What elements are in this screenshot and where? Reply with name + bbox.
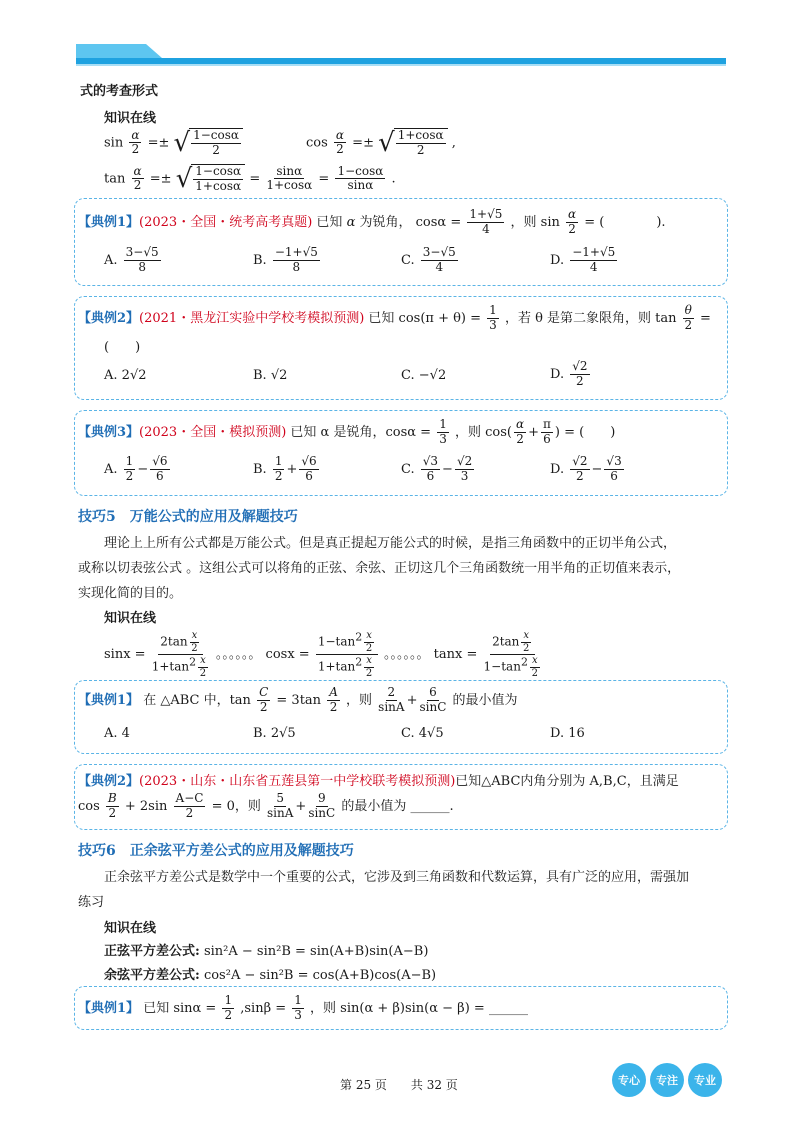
example-1-option-b[interactable]: B. $\frac{-1+√5}{8}$ — [253, 245, 318, 274]
tip5-title: 技巧5 万能公式的应用及解题技巧 — [78, 509, 298, 525]
tip6-para-1: 正余弦平方差公式是数学中一个重要的公式，它涉及到三角函数和代数运算，具有广泛的应用，需强加 — [104, 870, 690, 885]
example-1-option-a[interactable]: A. $\frac{3-√5}{8}$ — [104, 245, 159, 274]
universal-formulas: sinx = 2tan $\frac{x}{2}$ $1+\tan^2$ $\frac{x}{2}$ 。。。。。。 cosx = $1-\tan^2$ $\frac{x}{2}$ $1+\tan^2$ $\frac{x}{2}$ 。。。。。。 tanx = 2tan $\frac{x}{2}$ $1-\tan^2$ $\frac{x}{2}$ — [104, 630, 538, 679]
example-2-option-d[interactable]: D. $\frac{√2}{2}$ — [550, 359, 588, 388]
formula-tan-half: tan $\frac{\alpha}{2}$ =± √ $\frac{1-\cos\alpha}{1+\cos\alpha}$ = $\frac{\sin\alpha}{1+\cos\alpha}$ = $\frac{1-\cos\alpha}{\sin\alpha}$ . — [104, 163, 396, 194]
cosine-square-diff: 余弦平方差公式: cos²A − sin²B = cos(A+B)cos(A−B) — [104, 968, 437, 983]
example-5-blank[interactable]: ______. — [410, 798, 454, 814]
example-3-stem: 【典例3】(2023・全国・模拟预测) 已知 α 是锐角，cosα = $\frac{1}{3}$ ，则 cos( $\frac{\alpha}{2}$ + $\frac{\pi}{6}$ ) = ( ) — [78, 417, 616, 446]
know-label-2: 知识在线 — [104, 611, 157, 626]
example-1-stem: 【典例1】(2023・全国・统考高考真题) 已知 α 为锐角， cosα = $\frac{1+√5}{4}$ ，则 sin $\frac{\alpha}{2}$ = ( ). — [78, 207, 666, 236]
example-2-option-c[interactable]: C. −√2 — [401, 368, 447, 383]
example-6-blank[interactable]: ______ — [488, 1000, 528, 1016]
tip6-title: 技巧6 正余弦平方差公式的应用及解题技巧 — [78, 843, 354, 859]
example-1-option-c[interactable]: C. $\frac{3-√5}{4}$ — [401, 245, 456, 274]
header-bar — [76, 44, 726, 68]
example-4-option-c[interactable]: C. 4√5 — [401, 726, 444, 741]
example-2-paren: ( ) — [104, 340, 141, 355]
example-4-stem: 【典例1】 在 △ABC 中，tan $\frac{C}{2}$ = 3tan $\frac{A}{2}$ ，则 $\frac{2}{\sin A}$ + $\frac{6}{\sin C}$ 的最小值为 — [78, 685, 518, 714]
tip5-para-1: 理论上上所有公式都是万能公式。但是真正提起万能公式的时候，是指三角函数中的正切半角公式， — [104, 536, 677, 551]
know-label-3: 知识在线 — [104, 921, 157, 936]
example-1-option-d[interactable]: D. $\frac{-1+√5}{4}$ — [550, 245, 616, 274]
page-number: 第 25 页 共 32 页 — [340, 1078, 458, 1092]
formula-sin-half: sin $\frac{\alpha}{2}$ =± √ $\frac{1-\cos\alpha}{2}$ — [104, 128, 243, 158]
know-label-1: 知识在线 — [104, 111, 157, 126]
example-2-stem: 【典例2】(2021・黑龙江实验中学校考模拟预测) 已知 cos(π + θ) = $\frac{1}{3}$ ，若 θ 是第二象限角，则 tan $\frac{\theta}{2}$ = — [78, 303, 711, 332]
example-4-option-a[interactable]: A. 4 — [104, 726, 130, 741]
example-4-option-d[interactable]: D. 16 — [550, 726, 585, 741]
example-4-option-b[interactable]: B. 2√5 — [253, 726, 296, 741]
example-3-option-b[interactable]: B. $\frac{1}{2}$ + $\frac{√6}{6}$ — [253, 454, 317, 483]
example-5-stem-2: cos $\frac{B}{2}$ + 2sin $\frac{A-C}{2}$ = 0，则 $\frac{5}{\sin A}$ + $\frac{9}{\sin C}$ 的最小值为 ______. — [78, 791, 454, 820]
example-2-option-a[interactable]: A. 2√2 — [104, 368, 147, 383]
tip6-para-2: 练习 — [78, 895, 105, 910]
footer-badge-professional: 专业 — [688, 1063, 722, 1097]
example-6-stem: 【典例1】 已知 sinα = $\frac{1}{2}$ ,sinβ = $\frac{1}{3}$ ，则 sin(α + β)sin(α − β) = ______ — [78, 993, 528, 1022]
example-3-option-c[interactable]: C. $\frac{√3}{6}$ − $\frac{√2}{3}$ — [401, 454, 473, 483]
tip5-para-2: 或称以切表弦公式 。这组公式可以将角的正弦、余弦、正切这几个三角函数统一用半角的正切值来表示， — [78, 561, 681, 576]
intro-line: 式的考查形式 — [80, 84, 159, 99]
example-5-stem-1: 【典例2】(2023・山东・山东省五莲县第一中学校联考模拟预测)已知△ABC内角分别为 A,B,C，且满足 — [78, 774, 679, 789]
sine-square-diff: 正弦平方差公式: sin²A − sin²B = sin(A+B)sin(A−B) — [104, 944, 429, 959]
example-2-option-b[interactable]: B. √2 — [253, 368, 288, 383]
example-3-option-d[interactable]: D. $\frac{√2}{2}$ − $\frac{√3}{6}$ — [550, 454, 622, 483]
formula-cos-half: cos $\frac{\alpha}{2}$ =± √ $\frac{1+\cos\alpha}{2}$ , — [306, 127, 456, 158]
tip5-para-3: 实现化简的目的。 — [78, 586, 183, 601]
example-3-option-a[interactable]: A. $\frac{1}{2}$ − $\frac{√6}{6}$ — [104, 454, 168, 483]
footer-badge-concentrate: 专注 — [650, 1063, 684, 1097]
footer-badge-focus: 专心 — [612, 1063, 646, 1097]
